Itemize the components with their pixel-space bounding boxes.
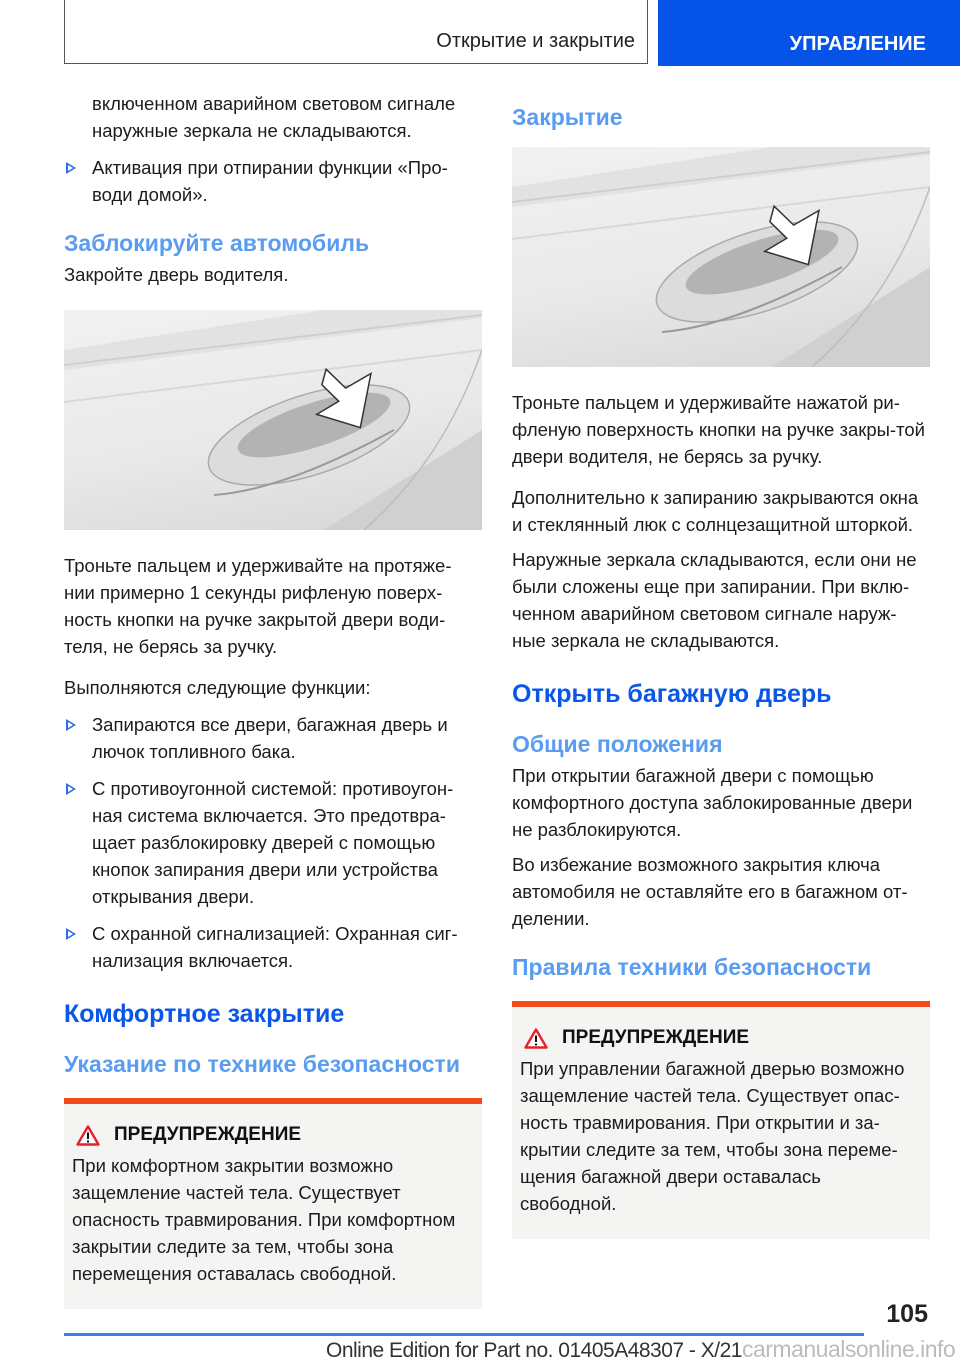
list-item-text: Запираются все двери, багажная дверь и лючок топливного бака. xyxy=(92,714,448,762)
door-handle-illustration xyxy=(64,310,482,530)
list-item-text: Активация при отпирании функции «Про-води домой». xyxy=(92,157,448,205)
touch-text: Троньте пальцем и удерживайте на протяже-нии примерно 1 секунды рифленую поверх-ность кнопки на ручке закрытой двери води-теля, не берясь за ручку. xyxy=(64,555,452,657)
intro-continuation: включенном аварийном световом сигнале наружные зеркала не складываются. xyxy=(92,93,456,141)
general-text-2: Во избежание возможного закрытия ключа автомобиля не оставляйте его в багажном от-делении. xyxy=(512,854,908,929)
warning-triangle-icon xyxy=(524,1028,548,1049)
page-number: 105 xyxy=(886,1300,928,1328)
chapter-tab-label: УПРАВЛЕНИЕ xyxy=(789,33,926,55)
warning-text: При управлении багажной дверью возможно защемление частей тела. Существует опас-ность травмирования. При открытии и за-крытии следите за тем, чтобы зона переме-щения багажной двери оставалась свободной. xyxy=(520,1058,905,1214)
functions-intro: Выполняются следующие функции: xyxy=(64,677,371,698)
list-item xyxy=(64,711,482,765)
list-item xyxy=(64,775,482,910)
lock-text: Закройте дверь водителя. xyxy=(64,264,289,285)
right-column xyxy=(512,90,930,1239)
list-item xyxy=(64,154,482,208)
bullet-triangle-icon xyxy=(66,719,76,731)
door-handle-image-icon xyxy=(512,147,930,367)
door-handle-image-icon xyxy=(64,310,482,530)
bullet-triangle-icon xyxy=(66,783,76,795)
list-item-text: С охранной сигнализацией: Охранная сиг-нализация включается. xyxy=(92,923,458,971)
warning-title-text: ПРЕДУПРЕЖДЕНИЕ xyxy=(114,1124,302,1145)
trunk-heading: Открыть багажную дверь xyxy=(512,680,832,708)
closing-text: Троньте пальцем и удерживайте нажатой ри-фленую поверхность кнопки на ручке закры-той двери водителя, не берясь за ручку. xyxy=(512,392,925,467)
closing-heading: Закрытие xyxy=(512,104,623,130)
warning-box xyxy=(512,1001,930,1239)
section-title: Открытие и закрытие xyxy=(436,30,635,52)
comfort-heading: Комфортное закрытие xyxy=(64,1000,345,1028)
safety-heading: Указание по технике безопасности xyxy=(64,1051,460,1077)
warning-title xyxy=(520,1027,922,1049)
edition-text: Online Edition for Part no. 01405A48307 - X/21 xyxy=(326,1339,742,1362)
list-item xyxy=(64,920,482,974)
header-section-box xyxy=(64,0,648,64)
closing-extra-1: Дополнительно к запиранию закрываются окна и стеклянный люк с солнцезащитной шторкой. xyxy=(512,487,919,535)
lock-heading: Заблокируйте автомобиль xyxy=(64,230,370,256)
rules-heading: Правила техники безопасности xyxy=(512,954,872,980)
general-text-1: При открытии багажной двери с помощью комфортного доступа заблокированные двери не разблокируются. xyxy=(512,765,913,840)
edition-line xyxy=(326,1336,955,1363)
closing-extra-2: Наружные зеркала складываются, если они не были сложены еще при запирании. При вклю-ченном аварийном световом сигнале наруж-ные зеркала не складываются. xyxy=(512,549,917,651)
door-handle-illustration xyxy=(512,147,930,367)
warning-title-text: ПРЕДУПРЕЖДЕНИЕ xyxy=(562,1027,750,1048)
left-column xyxy=(64,90,482,1309)
warning-box xyxy=(64,1098,482,1309)
bullet-triangle-icon xyxy=(66,928,76,940)
watermark-link[interactable]: carmanualsonline.info xyxy=(741,1336,956,1362)
list-item-text: С противоугонной системой: противоугон-ная система включается. Это предотвра-щает разблокировку дверей с помощью кнопок запирания двери или устройства открывания двери. xyxy=(92,778,454,907)
bullet-triangle-icon xyxy=(66,162,76,174)
warning-text: При комфортном закрытии возможно защемление частей тела. Существует опасность травмирования. При комфортном закрытии следите за тем, чтобы зона перемещения оставалась свободной. xyxy=(72,1155,456,1284)
chapter-tab[interactable] xyxy=(658,0,960,66)
warning-title xyxy=(72,1124,474,1146)
general-heading: Общие положения xyxy=(512,731,723,757)
warning-triangle-icon xyxy=(76,1125,100,1146)
